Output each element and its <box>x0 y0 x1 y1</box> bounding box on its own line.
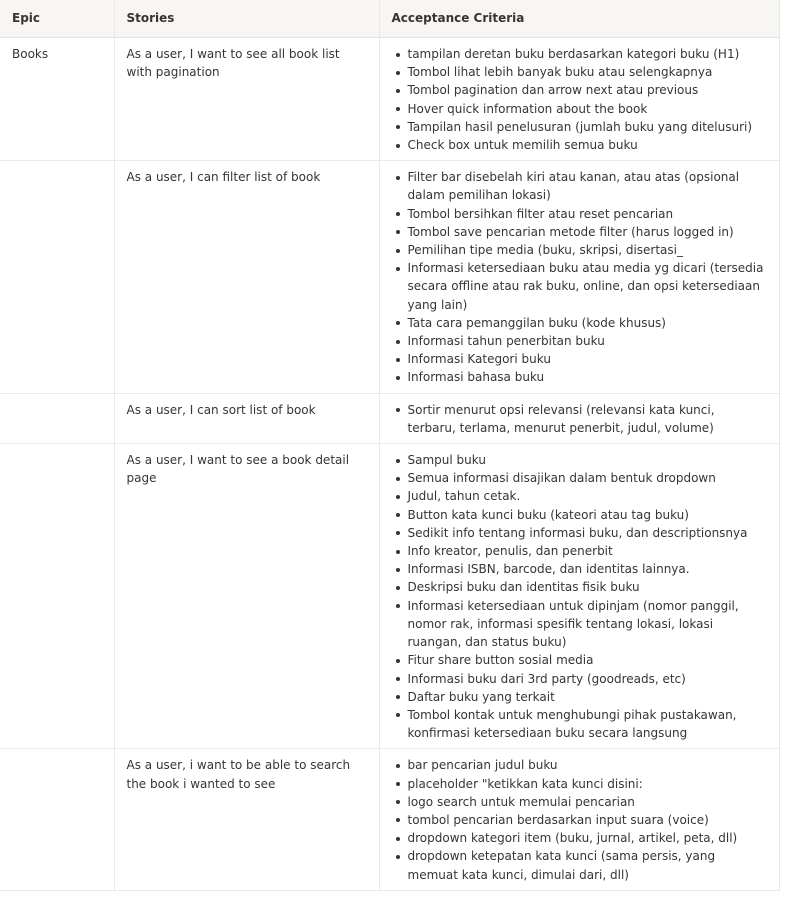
criteria-item: tampilan deretan buku berdasarkan kategori buku (H1) <box>392 45 767 63</box>
criteria-item: Deskripsi buku dan identitas fisik buku <box>392 578 767 596</box>
story-cell[interactable]: As a user, I want to see a book detail page <box>114 444 379 749</box>
epic-cell[interactable] <box>0 393 114 443</box>
criteria-item: Informasi ketersediaan untuk dipinjam (nomor panggil, nomor rak, informasi spesifik tentang lokasi, lokasi ruangan, dan status buku) <box>392 597 767 652</box>
criteria-item: logo search untuk memulai pencarian <box>392 793 767 811</box>
column-header-acceptance-criteria[interactable]: Acceptance Criteria <box>379 0 779 38</box>
criteria-item: Check box untuk memilih semua buku <box>392 136 767 154</box>
criteria-item: Informasi ISBN, barcode, dan identitas lainnya. <box>392 560 767 578</box>
criteria-item: Tombol save pencarian metode filter (harus logged in) <box>392 223 767 241</box>
table-header-row <box>0 0 779 38</box>
epic-cell[interactable] <box>0 749 114 890</box>
criteria-item: bar pencarian judul buku <box>392 756 767 774</box>
criteria-item: Tombol kontak untuk menghubungi pihak pustakawan, konfirmasi ketersediaan buku secara langsung <box>392 706 767 742</box>
criteria-item: Button kata kunci buku (kateori atau tag buku) <box>392 506 767 524</box>
story-cell[interactable]: As a user, I can filter list of book <box>114 161 379 393</box>
criteria-item: Tampilan hasil penelusuran (jumlah buku yang ditelusuri) <box>392 118 767 136</box>
table-row <box>0 393 779 443</box>
acceptance-criteria-cell[interactable] <box>379 749 779 890</box>
acceptance-criteria-cell[interactable] <box>379 38 779 161</box>
criteria-item: tombol pencarian berdasarkan input suara (voice) <box>392 811 767 829</box>
table-row <box>0 444 779 749</box>
criteria-list <box>392 168 767 386</box>
column-header-epic[interactable]: Epic <box>0 0 114 38</box>
criteria-item: Info kreator, penulis, dan penerbit <box>392 542 767 560</box>
epic-cell[interactable]: Books <box>0 38 114 161</box>
column-header-stories[interactable]: Stories <box>114 0 379 38</box>
criteria-item: Hover quick information about the book <box>392 100 767 118</box>
epic-cell[interactable] <box>0 444 114 749</box>
story-cell[interactable]: As a user, I can sort list of book <box>114 393 379 443</box>
criteria-item: Daftar buku yang terkait <box>392 688 767 706</box>
acceptance-criteria-cell[interactable] <box>379 393 779 443</box>
criteria-item: Tombol lihat lebih banyak buku atau selengkapnya <box>392 63 767 81</box>
criteria-item: Judul, tahun cetak. <box>392 487 767 505</box>
criteria-item: Tata cara pemanggilan buku (kode khusus) <box>392 314 767 332</box>
criteria-item: Informasi bahasa buku <box>392 368 767 386</box>
story-cell[interactable]: As a user, I want to see all book list with pagination <box>114 38 379 161</box>
criteria-item: Sampul buku <box>392 451 767 469</box>
table-row <box>0 38 779 161</box>
criteria-list <box>392 401 767 437</box>
criteria-item: Informasi Kategori buku <box>392 350 767 368</box>
criteria-item: dropdown kategori item (buku, jurnal, artikel, peta, dll) <box>392 829 767 847</box>
story-cell[interactable]: As a user, i want to be able to search the book i wanted to see <box>114 749 379 890</box>
criteria-item: Sortir menurut opsi relevansi (relevansi kata kunci, terbaru, terlama, menurut penerbit, judul, volume) <box>392 401 767 437</box>
table-row <box>0 749 779 890</box>
criteria-item: Sedikit info tentang informasi buku, dan descriptionsnya <box>392 524 767 542</box>
criteria-item: dropdown ketepatan kata kunci (sama persis, yang memuat kata kunci, dimulai dari, dll) <box>392 847 767 883</box>
criteria-item: placeholder "ketikkan kata kunci disini: <box>392 775 767 793</box>
criteria-list <box>392 756 767 883</box>
criteria-item: Pemilihan tipe media (buku, skripsi, disertasi_ <box>392 241 767 259</box>
criteria-list <box>392 451 767 742</box>
criteria-item: Semua informasi disajikan dalam bentuk dropdown <box>392 469 767 487</box>
criteria-item: Tombol pagination dan arrow next atau previous <box>392 81 767 99</box>
acceptance-criteria-cell[interactable] <box>379 444 779 749</box>
criteria-item: Informasi tahun penerbitan buku <box>392 332 767 350</box>
criteria-item: Filter bar disebelah kiri atau kanan, atau atas (opsional dalam pemilihan lokasi) <box>392 168 767 204</box>
table-row <box>0 161 779 393</box>
criteria-item: Informasi buku dari 3rd party (goodreads, etc) <box>392 670 767 688</box>
acceptance-criteria-cell[interactable] <box>379 161 779 393</box>
criteria-list <box>392 45 767 154</box>
criteria-item: Informasi ketersediaan buku atau media yg dicari (tersedia secara offline atau rak buku, online, dan opsi ketersediaan yang lain) <box>392 259 767 314</box>
criteria-item: Fitur share button sosial media <box>392 651 767 669</box>
criteria-item: Tombol bersihkan filter atau reset pencarian <box>392 205 767 223</box>
epic-cell[interactable] <box>0 161 114 393</box>
